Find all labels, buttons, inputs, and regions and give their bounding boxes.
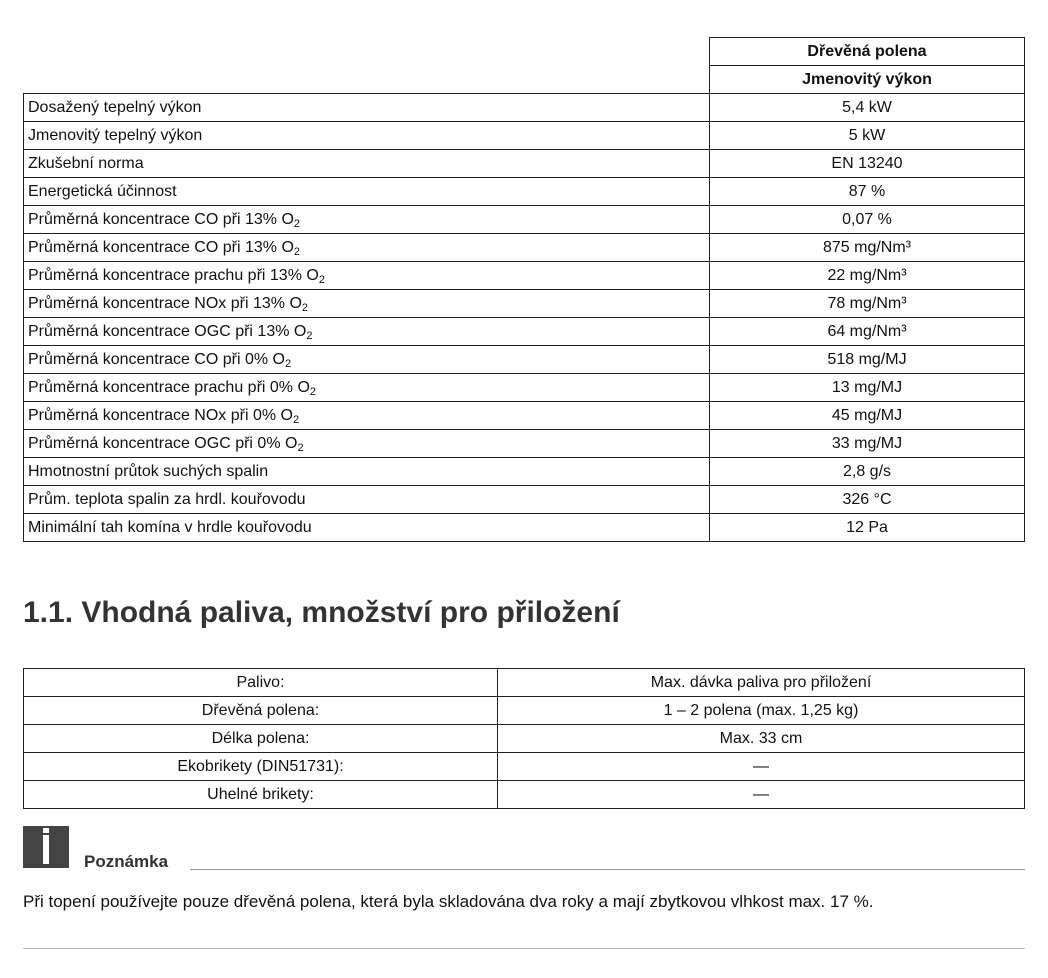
fuel-table (23, 668, 1025, 809)
table-row (24, 374, 1025, 402)
table-row (24, 458, 1025, 486)
amount-cell: Max. dávka paliva pro přiložení (498, 669, 1025, 697)
table-row (24, 514, 1025, 542)
amount-cell: Max. 33 cm (498, 725, 1025, 753)
row-value: 0,07 % (710, 206, 1025, 234)
row-label: Průměrná koncentrace CO při 13% $O_2$ (24, 234, 710, 262)
row-value: 64 mg/Nm³ (710, 318, 1025, 346)
subscript: 2 (301, 302, 309, 314)
row-label: Jmenovitý tepelný výkon (24, 122, 710, 150)
note-title: Poznámka (84, 852, 169, 871)
table-header-row (24, 669, 1025, 697)
row-label: Hmotnostní průtok suchých spalin (24, 458, 710, 486)
column-header-fuel: Dřevěná polena (710, 38, 1025, 66)
fuel-cell: Dřevěná polena: (24, 697, 498, 725)
row-label: Zkušební norma (24, 150, 710, 178)
column-header-mode: Jmenovitý výkon (710, 66, 1025, 94)
table-row (24, 346, 1025, 374)
table-row (24, 697, 1025, 725)
row-label: Průměrná koncentrace CO při 13% $O_2$ (24, 206, 710, 234)
fuel-cell: Ekobrikety (DIN51731): (24, 753, 498, 781)
row-value: 326 °C (710, 486, 1025, 514)
subscript: 2 (318, 274, 325, 286)
row-value: 45 mg/MJ (710, 402, 1025, 430)
divider (23, 948, 1025, 949)
row-value: EN 13240 (710, 150, 1025, 178)
subscript: 2 (293, 218, 301, 230)
subscript: 2 (285, 358, 292, 370)
table-header-row (24, 38, 1025, 66)
subscript: 2 (293, 246, 301, 258)
amount-cell: — (498, 753, 1025, 781)
row-value: 78 mg/Nm³ (710, 290, 1025, 318)
table-row (24, 178, 1025, 206)
row-label: Dosažený tepelný výkon (24, 94, 710, 122)
table-row (24, 781, 1025, 809)
table-row (24, 430, 1025, 458)
note-text: Při topení používejte pouze dřevěná polena, která byla skladována dva roky a mají zbytkovou vlhkost max. 17 %. (23, 892, 874, 911)
row-value: 12 Pa (710, 514, 1025, 542)
row-label: Minimální tah komína v hrdle kouřovodu (24, 514, 710, 542)
table-row (24, 150, 1025, 178)
fuel-cell: Uhelné brikety: (24, 781, 498, 809)
section-heading: 1.1. Vhodná paliva, množství pro přiložení (23, 596, 620, 629)
emissions-table (23, 37, 1025, 542)
row-label: Průměrná koncentrace OGC při 13% $O_2$ (24, 318, 710, 346)
row-value: 87 % (710, 178, 1025, 206)
amount-cell: — (498, 781, 1025, 809)
table-row (24, 94, 1025, 122)
row-label: Energetická účinnost (24, 178, 710, 206)
subscript: 2 (306, 330, 313, 342)
row-label: Průměrná koncentrace prachu při 13% $O_2$ (24, 262, 710, 290)
amount-cell: 1 – 2 polena (max. 1,25 kg) (498, 697, 1025, 725)
table-row (24, 234, 1025, 262)
row-value: 518 mg/MJ (710, 346, 1025, 374)
row-value: 13 mg/MJ (710, 374, 1025, 402)
table-row (24, 725, 1025, 753)
fuel-cell: Palivo: (24, 669, 498, 697)
table-row (24, 753, 1025, 781)
fuel-cell: Délka polena: (24, 725, 498, 753)
row-label: Průměrná koncentrace prachu při 0% $O_2$ (24, 374, 710, 402)
row-value: 2,8 g/s (710, 458, 1025, 486)
row-label: Průměrná koncentrace OGC při 0% $O_2$ (24, 430, 710, 458)
table-row (24, 290, 1025, 318)
row-label: Průměrná koncentrace NOx při 0% $O_2$ (24, 402, 710, 430)
info-icon (23, 826, 69, 868)
table-row (24, 486, 1025, 514)
subscript: 2 (309, 386, 317, 398)
row-value: 5,4 kW (710, 94, 1025, 122)
row-value: 5 kW (710, 122, 1025, 150)
table-row (24, 206, 1025, 234)
table-row (24, 318, 1025, 346)
divider (190, 869, 1025, 870)
row-value: 875 mg/Nm³ (710, 234, 1025, 262)
row-label: Prům. teplota spalin za hrdl. kouřovodu (24, 486, 710, 514)
table-row (24, 262, 1025, 290)
row-label: Průměrná koncentrace NOx při 13% $O_2$ (24, 290, 710, 318)
subscript: 2 (293, 414, 300, 426)
table-row (24, 402, 1025, 430)
row-label: Průměrná koncentrace CO při 0% $O_2$ (24, 346, 710, 374)
subscript: 2 (297, 442, 304, 454)
row-value: 22 mg/Nm³ (710, 262, 1025, 290)
row-value: 33 mg/MJ (710, 430, 1025, 458)
table-row (24, 122, 1025, 150)
table-header-row (24, 66, 1025, 94)
